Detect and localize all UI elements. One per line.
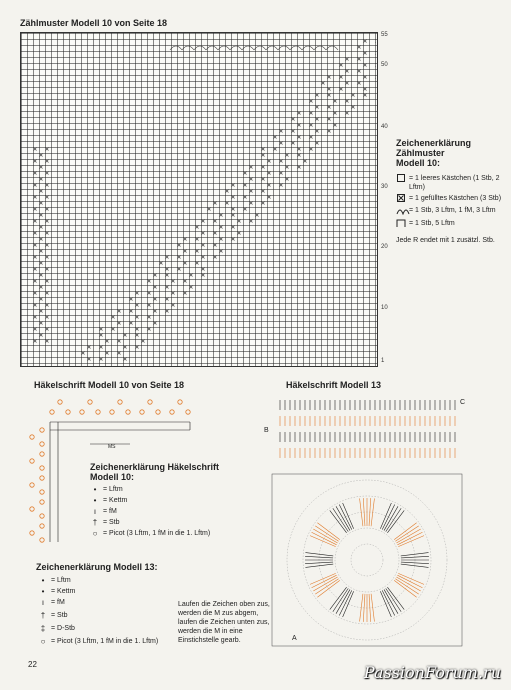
round-ring	[335, 528, 399, 592]
row-number-10: 10	[381, 305, 388, 311]
legend13-note: Laufen die Zeichen oben zus, werden die M zus abgem, laufen die Zeichen unten zus, werden die M in eine Einstichstelle gearb.	[178, 601, 270, 644]
stitch-mark	[360, 498, 363, 526]
stitch-mark	[386, 508, 401, 531]
round-ring	[351, 544, 383, 576]
stitch-mark	[315, 526, 338, 541]
picot-mark	[178, 400, 182, 404]
picot-mark	[96, 410, 100, 414]
chart-title: Zählmuster Modell 10 von Seite 18	[20, 18, 168, 28]
empty-box-icon	[396, 174, 406, 184]
row-number-55: 55	[381, 32, 388, 38]
stitch-mark	[384, 506, 398, 530]
stitch-mark	[310, 536, 336, 547]
stitch-mark	[313, 529, 337, 543]
stitch-mark	[371, 594, 374, 622]
stitch-mark	[336, 589, 350, 613]
stitch-mark	[315, 579, 338, 594]
stitch-mark	[386, 588, 401, 611]
label-a: A	[292, 635, 297, 642]
picot-mark	[40, 452, 44, 456]
single-crochet-icon: ı	[41, 598, 45, 607]
round-ring	[319, 512, 415, 608]
legend-item-open: = 1 Stb, 5 Lftm	[396, 219, 506, 230]
picot-mark	[40, 524, 44, 528]
row-number-30: 30	[381, 184, 388, 190]
picot-mark	[40, 428, 44, 432]
picot-mark	[126, 410, 130, 414]
row-number-1: 1	[381, 358, 385, 364]
row-number-50: 50	[381, 62, 388, 68]
stitch-mark	[395, 579, 418, 594]
picot-mark	[30, 531, 34, 535]
stitch-mark	[398, 573, 424, 584]
legend-counted-note: Jede R endet mit 1 zusätzl. Stb.	[396, 237, 495, 244]
picot-mark	[156, 410, 160, 414]
picot-mark	[118, 400, 122, 404]
picot-mark	[30, 483, 34, 487]
page-number: 22	[28, 660, 37, 669]
picot-mark	[140, 410, 144, 414]
stitch-mark	[305, 553, 333, 556]
double-crochet-icon: †	[92, 518, 98, 527]
chain-icon: •	[93, 485, 97, 494]
stitch-mark	[398, 536, 424, 547]
stitch-mark	[380, 591, 391, 617]
picot-icon: ○	[40, 637, 46, 646]
picot-mark	[148, 400, 152, 404]
stitch-mark	[343, 591, 354, 617]
picot-mark	[40, 538, 44, 542]
x-box-icon	[396, 194, 406, 204]
arch-icon	[396, 206, 406, 217]
picot-mark	[110, 410, 114, 414]
hakelschrift13-title: Häkelschrift Modell 13	[286, 380, 382, 390]
picot-mark	[66, 410, 70, 414]
legend-item-filled: = 1 gefülltes Kästchen (3 Stb)	[396, 194, 506, 204]
label-c: C	[460, 399, 466, 406]
picot-mark	[80, 410, 84, 414]
legend-hakelschrift10: Zeichenerklärung Häkelschrift Modell 10: • = Lftm • = Kettm ı = fM † = Stb ○ = Picot (3 Lftm, 1 fM in die 1. Lftm)	[90, 462, 220, 538]
stitch-mark	[371, 498, 374, 526]
stitch-mark	[380, 503, 391, 529]
picot-mark	[30, 459, 34, 463]
chain-icon: •	[41, 576, 45, 585]
stitch-mark	[384, 589, 398, 613]
legend-counted	[396, 138, 506, 245]
stitch-mark	[343, 503, 354, 529]
legend13-title: Zeichenerklärung Modell 13:	[36, 562, 158, 572]
picot-mark	[40, 442, 44, 446]
stitch-mark	[333, 508, 348, 531]
slip-stitch-icon: •	[93, 496, 97, 505]
stitch-mark	[396, 577, 420, 591]
double-crochet-icon: †	[40, 611, 46, 620]
picot-mark	[40, 500, 44, 504]
open-box-icon	[396, 219, 406, 230]
picot-mark	[186, 410, 190, 414]
hakelschrift13-diagram	[262, 392, 472, 654]
picot-mark	[50, 410, 54, 414]
ms-label: MS	[108, 444, 116, 450]
stitch-mark	[305, 564, 333, 567]
row-number-40: 40	[381, 124, 388, 130]
legend-item-arch: = 1 Stb, 3 Lftm, 1 fM, 3 Lftm	[396, 206, 506, 217]
hakelschrift10-title: Häkelschrift Modell 10 von Seite 18	[34, 380, 185, 390]
picot-mark	[30, 435, 34, 439]
square-motif	[287, 480, 447, 640]
treble-crochet-icon: ‡	[40, 624, 46, 633]
stitch-mark	[313, 577, 337, 591]
picot-icon: ○	[92, 529, 98, 538]
picot-mark	[30, 507, 34, 511]
counted-grid	[20, 32, 378, 367]
row-number-20: 20	[381, 244, 388, 250]
picot-mark	[88, 400, 92, 404]
border-stitches	[280, 400, 455, 458]
picot-mark	[58, 400, 62, 404]
legend-counted-title: Zeichenerklärung Zählmuster Modell 10:	[396, 138, 472, 168]
watermark-logo: PassionForum.ru	[363, 663, 501, 682]
legend-item-empty: = 1 leeres Kästchen (1 Stb, 2 Lftm)	[396, 174, 506, 192]
slip-stitch-icon: •	[41, 587, 45, 596]
picot-mark	[40, 514, 44, 518]
stitch-mark	[310, 573, 336, 584]
stitch-mark	[333, 588, 348, 611]
picot-mark	[40, 466, 44, 470]
label-b: B	[264, 427, 269, 434]
single-crochet-icon: ı	[93, 507, 97, 516]
legend13-items: • = Lftm • = Kettm ı = fM † = Stb ‡ = D-Stb ○ = Picot (3 Lftm, 1 fM in die 1. Lftm)	[38, 576, 173, 648]
stitch-mark	[395, 526, 418, 541]
stitch-mark	[396, 529, 420, 543]
picot-mark	[40, 490, 44, 494]
stitch-mark	[336, 506, 350, 530]
picot-mark	[40, 476, 44, 480]
picot-mark	[170, 410, 174, 414]
